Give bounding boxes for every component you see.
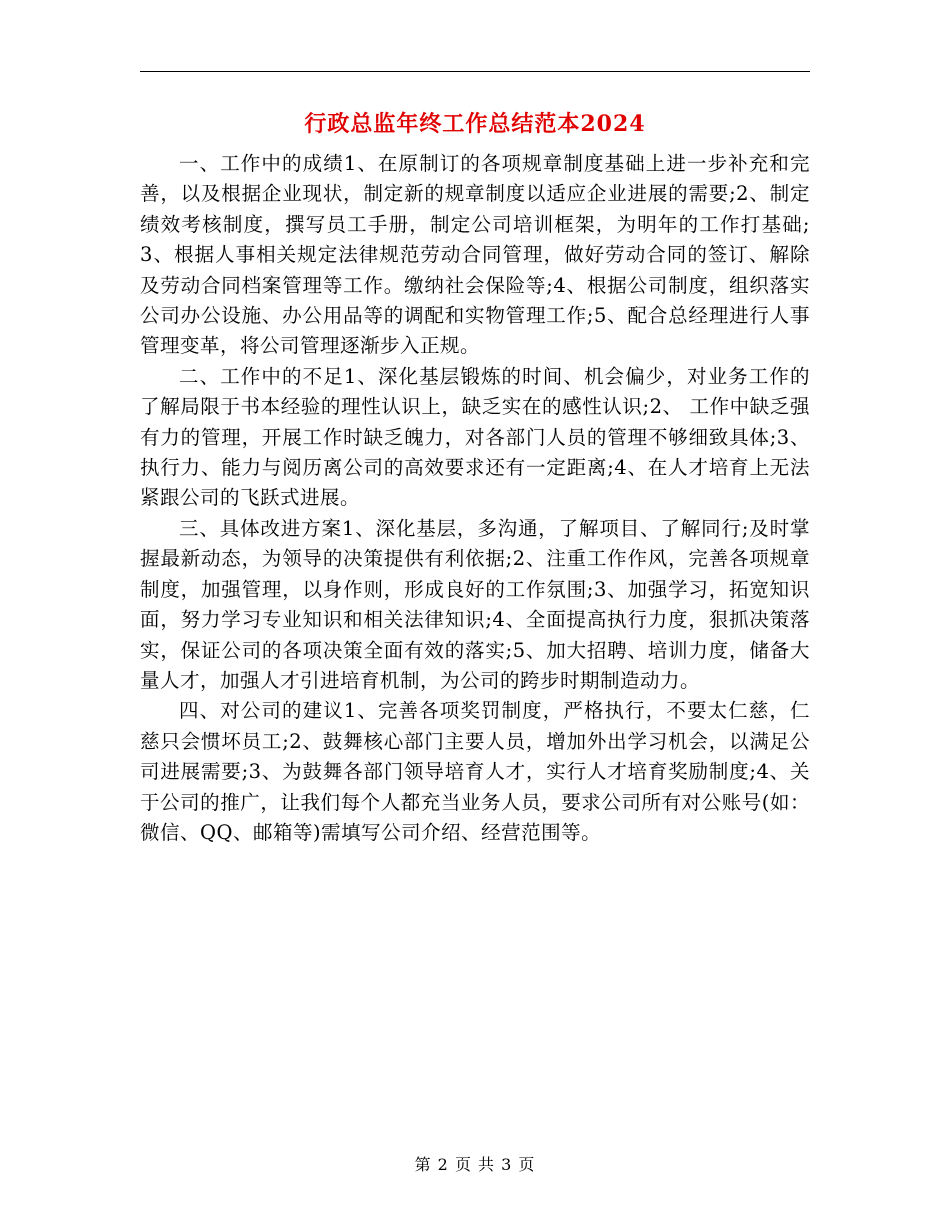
paragraph-suggestions: 四、对公司的建议1、完善各项奖罚制度，严格执行，不要太仁慈，仁慈只会惯坏员工;2、鼓舞核心部门主要人员，增加外出学习机会，以满足公司进展需要;3、为鼓舞各部门领导培育人才，实行人才培育奖励制度;4、关于公司的推广，让我们每个人都充当业务人员，要求公司所有对公账号(如：微信、QQ、邮箱等)需填写公司介绍、经营范围等。 <box>140 699 810 844</box>
document-body <box>140 149 810 848</box>
page-number: 第 2 页 共 3 页 <box>414 1155 536 1174</box>
document-title: 行政总监年终工作总结范本2024 <box>304 111 646 137</box>
paragraph-improvement-plan: 三、具体改进方案1、深化基层，多沟通，了解项目、了解同行;及时掌握最新动态，为领导的决策提供有利依据;2、注重工作作风，完善各项规章制度，加强管理，以身作则，形成良好的工作氛围;3、加强学习，拓宽知识面，努力学习专业知识和相关法律知识;4、全面提高执行力度，狠抓决策落实，保证公司的各项决策全面有效的落实;5、加大招聘、培训力度，储备大量人才，加强人才引进培育机制，为公司的跨步时期制造动力。 <box>140 516 810 692</box>
paragraph-achievements: 一、工作中的成绩1、在原制订的各项规章制度基础上进一步补充和完善，以及根据企业现状，制定新的规章制度以适应企业进展的需要;2、制定绩效考核制度，撰写员工手册，制定公司培训框架，为明年的工作打基础;3、根据人事相关规定法律规范劳动合同管理，做好劳动合同的签订、解除及劳动合同档案管理等工作。缴纳社会保险等;4、根据公司制度，组织落实公司办公设施、办公用品等的调配和实物管理工作;5、配合总经理进行人事管理变革，将公司管理逐渐步入正规。 <box>140 152 810 358</box>
header-rule <box>140 71 810 72</box>
paragraph-shortcomings: 二、工作中的不足1、深化基层锻炼的时间、机会偏少，对业务工作的了解局限于书本经验的理性认识上，缺乏实在的感性认识;2、 工作中缺乏强有力的管理，开展工作时缺乏魄力，对各部门人员的管理不够细致具体;3、执行力、能力与阅历离公司的高效要求还有一定距离;4、在人才培育上无法紧跟公司的飞跃式进展。 <box>140 364 810 510</box>
